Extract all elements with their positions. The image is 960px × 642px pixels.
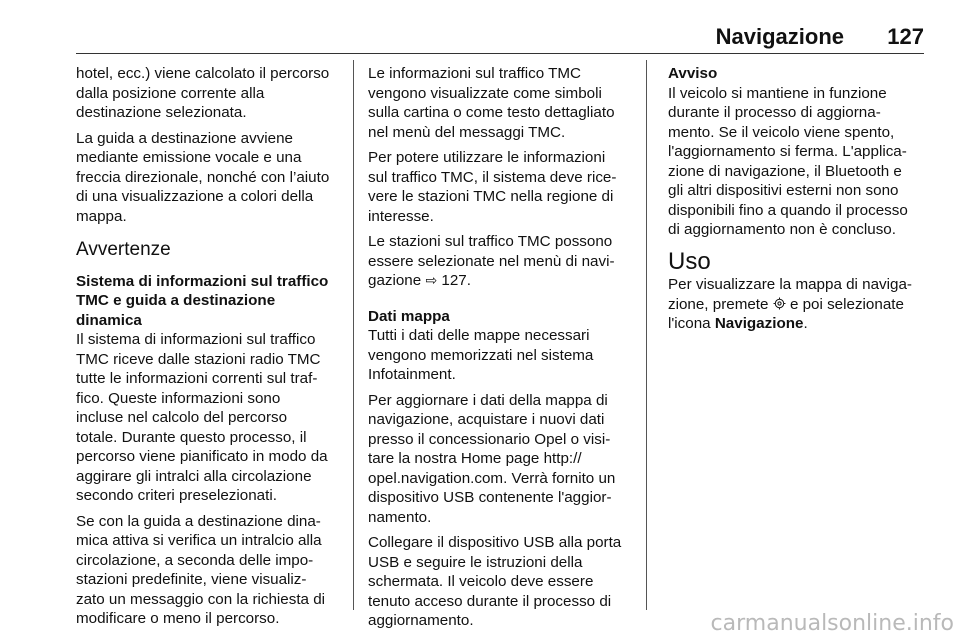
column-divider-2 — [646, 60, 647, 610]
page-title: Navigazione — [715, 24, 844, 49]
paragraph: Se con la guida a destinazione dina- mica attiva si verifica un intralcio alla circolazione, a seconda delle impo- stazioni predefinite, viene visualiz- zato un messaggio con la richiesta di modificare o meno il percorso. — [76, 512, 326, 627]
column-divider-1 — [353, 60, 354, 610]
page-reference-link[interactable]: 127. — [441, 272, 471, 289]
subsection-heading: Dati mappa — [368, 307, 450, 325]
paragraph: Tutti i dati delle mappe necessari vengono memorizzati nel sistema Infotainment. — [368, 327, 594, 383]
paragraph: Le stazioni sul traffico TMC possono essere selezionate nel menù di navi- gazione ⇨ 127. — [368, 233, 615, 289]
subsection-heading: Sistema di informazioni sul traffico TMC e guida a destinazione dinamica — [76, 272, 329, 329]
paragraph: hotel, ecc.) viene calcolato il percorso dalla posizione corrente alla destinazione selezionata. — [76, 65, 330, 121]
page-reference-icon: ⇨ — [425, 272, 438, 288]
page-number: 127 — [887, 24, 924, 49]
watermark: carmanualsonline.info — [710, 611, 954, 636]
section-heading: Avvertenze — [76, 239, 171, 260]
column-left — [76, 64, 338, 635]
paragraph: Per visualizzare la mappa di naviga- zione, premete e poi selezionate l'icona Navigazione. — [668, 276, 912, 332]
paragraph: Per aggiornare i dati della mappa di navigazione, acquistare i nuovi dati presso il concessionario Opel o visi- tare la nostra Home page http:// opel.navigation.com. Verrà fornito un dispositivo USB contenente l'aggior- namento. — [368, 391, 616, 526]
note-text: Il veicolo si mantiene in funzione durante il processo di aggiorna- mento. Se il veicolo viene spento, l'aggiornamento si ferma. L'applica- zione di navigazione, il Bluetooth e gli altri dispositivi esterni non sono disponibili fino a quando il processo di aggiornamento non è concluso. — [668, 84, 908, 238]
paragraph: Collegare il dispositivo USB alla porta USB e seguire le istruzioni della schermata. Il veicolo deve essere tenuto acceso durante il processo di aggiornamento. — [368, 534, 622, 629]
paragraph: Per potere utilizzare le informazioni sul traffico TMC, il sistema deve rice- vere le stazioni TMC nella regione di interesse. — [368, 149, 617, 225]
page-header — [76, 24, 924, 52]
header-rule — [76, 53, 924, 54]
paragraph: Le informazioni sul traffico TMC vengono visualizzate come simboli sulla cartina o come testo dettagliato nel menù del messaggi TMC. — [368, 65, 615, 141]
note-heading: Avviso — [668, 65, 718, 82]
home-gear-icon — [773, 297, 786, 310]
paragraph: La guida a destinazione avviene mediante emissione vocale e una freccia direzionale, nonché con l’aiuto di una visualizzazione a colori della mappa. — [76, 129, 330, 225]
column-right — [668, 64, 924, 340]
column-middle — [368, 64, 630, 637]
navigation-icon-label: Navigazione — [714, 315, 804, 332]
section-heading: Uso — [668, 247, 711, 275]
paragraph: Il sistema di informazioni sul traffico TMC riceve dalle stazioni radio TMC tutte le informazioni correnti sul traf- fico. Queste informazioni sono incluse nel calcolo del percorso totale. Durante questo processo, il percorso viene pianificato in modo da aggirare gli intralci alla circolazione secondo criteri preselezionati. — [76, 331, 328, 504]
